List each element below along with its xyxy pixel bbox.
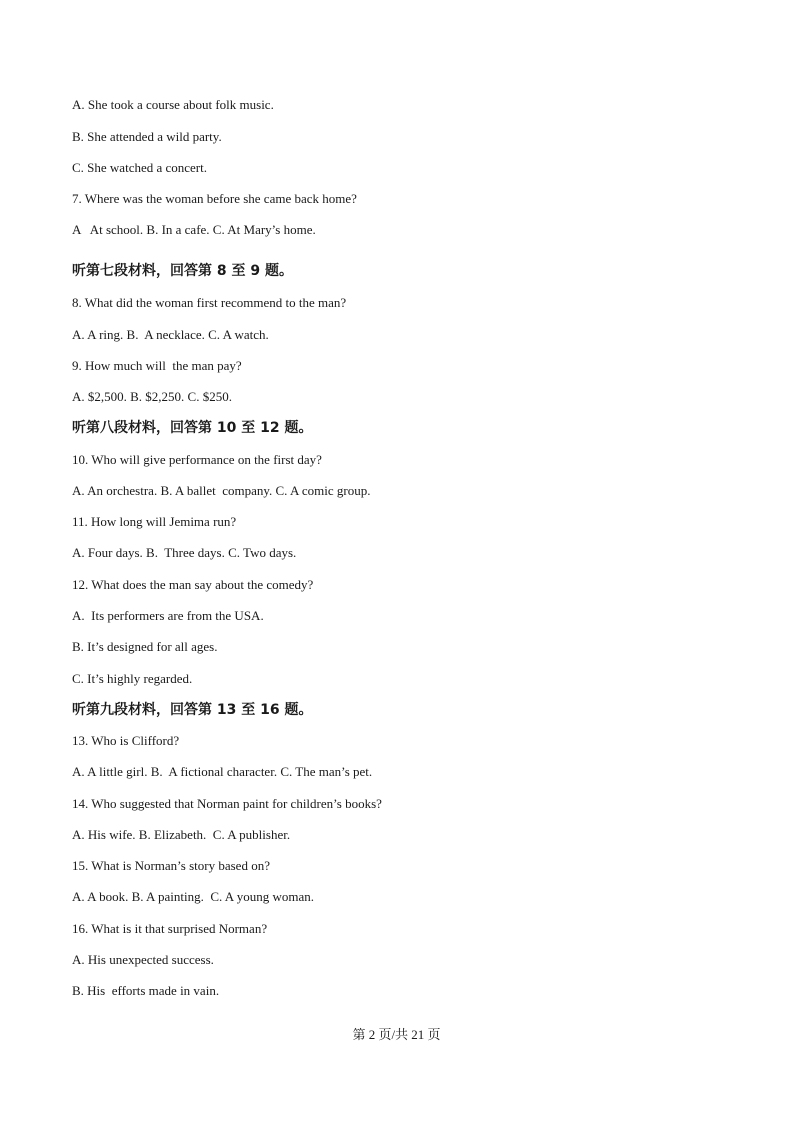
option-line: A. An orchestra. B. A ballet company. C. A comic group.: [72, 483, 371, 498]
option-line: A. His unexpected success.: [72, 952, 214, 967]
option-line: A. She took a course about folk music.: [72, 97, 274, 112]
question-line: 13. Who is Clifford?: [72, 733, 180, 748]
section-heading: 听第七段材料，回答第 8 至 9 题。: [72, 263, 293, 279]
section-heading: 听第九段材料，回答第 13 至 16 题。: [72, 702, 313, 718]
option-line: A. A ring. B. A necklace. C. A watch.: [72, 327, 269, 342]
question-line: 15. What is Norman’s story based on?: [72, 858, 270, 873]
option-line: C. It’s highly regarded.: [72, 671, 193, 686]
option-line: A. A little girl. B. A fictional character. C. The man’s pet.: [72, 764, 373, 779]
question-line: 10. Who will give performance on the first day?: [72, 452, 322, 467]
option-line: B. It’s designed for all ages.: [72, 639, 218, 654]
option-line: B. She attended a wild party.: [72, 129, 222, 144]
option-line: A. $2,500. B. $2,250. C. $250.: [72, 389, 232, 404]
question-line: 7. Where was the woman before she came back home?: [72, 191, 357, 206]
question-line: 16. What is it that surprised Norman?: [72, 921, 268, 936]
option-line: A. Its performers are from the USA.: [72, 608, 264, 623]
question-line: 14. Who suggested that Norman paint for children’s books?: [72, 796, 382, 811]
option-line: C. She watched a concert.: [72, 160, 208, 175]
question-line: 8. What did the woman first recommend to the man?: [72, 295, 347, 310]
page-number-footer: 第 2 页/共 21 页: [352, 1027, 441, 1042]
option-line: A. A book. B. A painting. C. A young woman.: [72, 889, 314, 904]
section-heading: 听第八段材料，回答第 10 至 12 题。: [72, 420, 313, 436]
question-line: 12. What does the man say about the comedy?: [72, 577, 314, 592]
option-line: A. Four days. B. Three days. C. Two days.: [72, 545, 297, 560]
question-line: 9. How much will the man pay?: [72, 358, 242, 373]
option-line: A At school. B. In a cafe. C. At Mary’s home.: [72, 222, 316, 237]
question-line: 11. How long will Jemima run?: [72, 514, 237, 529]
option-line: B. His efforts made in vain.: [72, 983, 220, 998]
option-line: A. His wife. B. Elizabeth. C. A publisher.: [72, 827, 291, 842]
